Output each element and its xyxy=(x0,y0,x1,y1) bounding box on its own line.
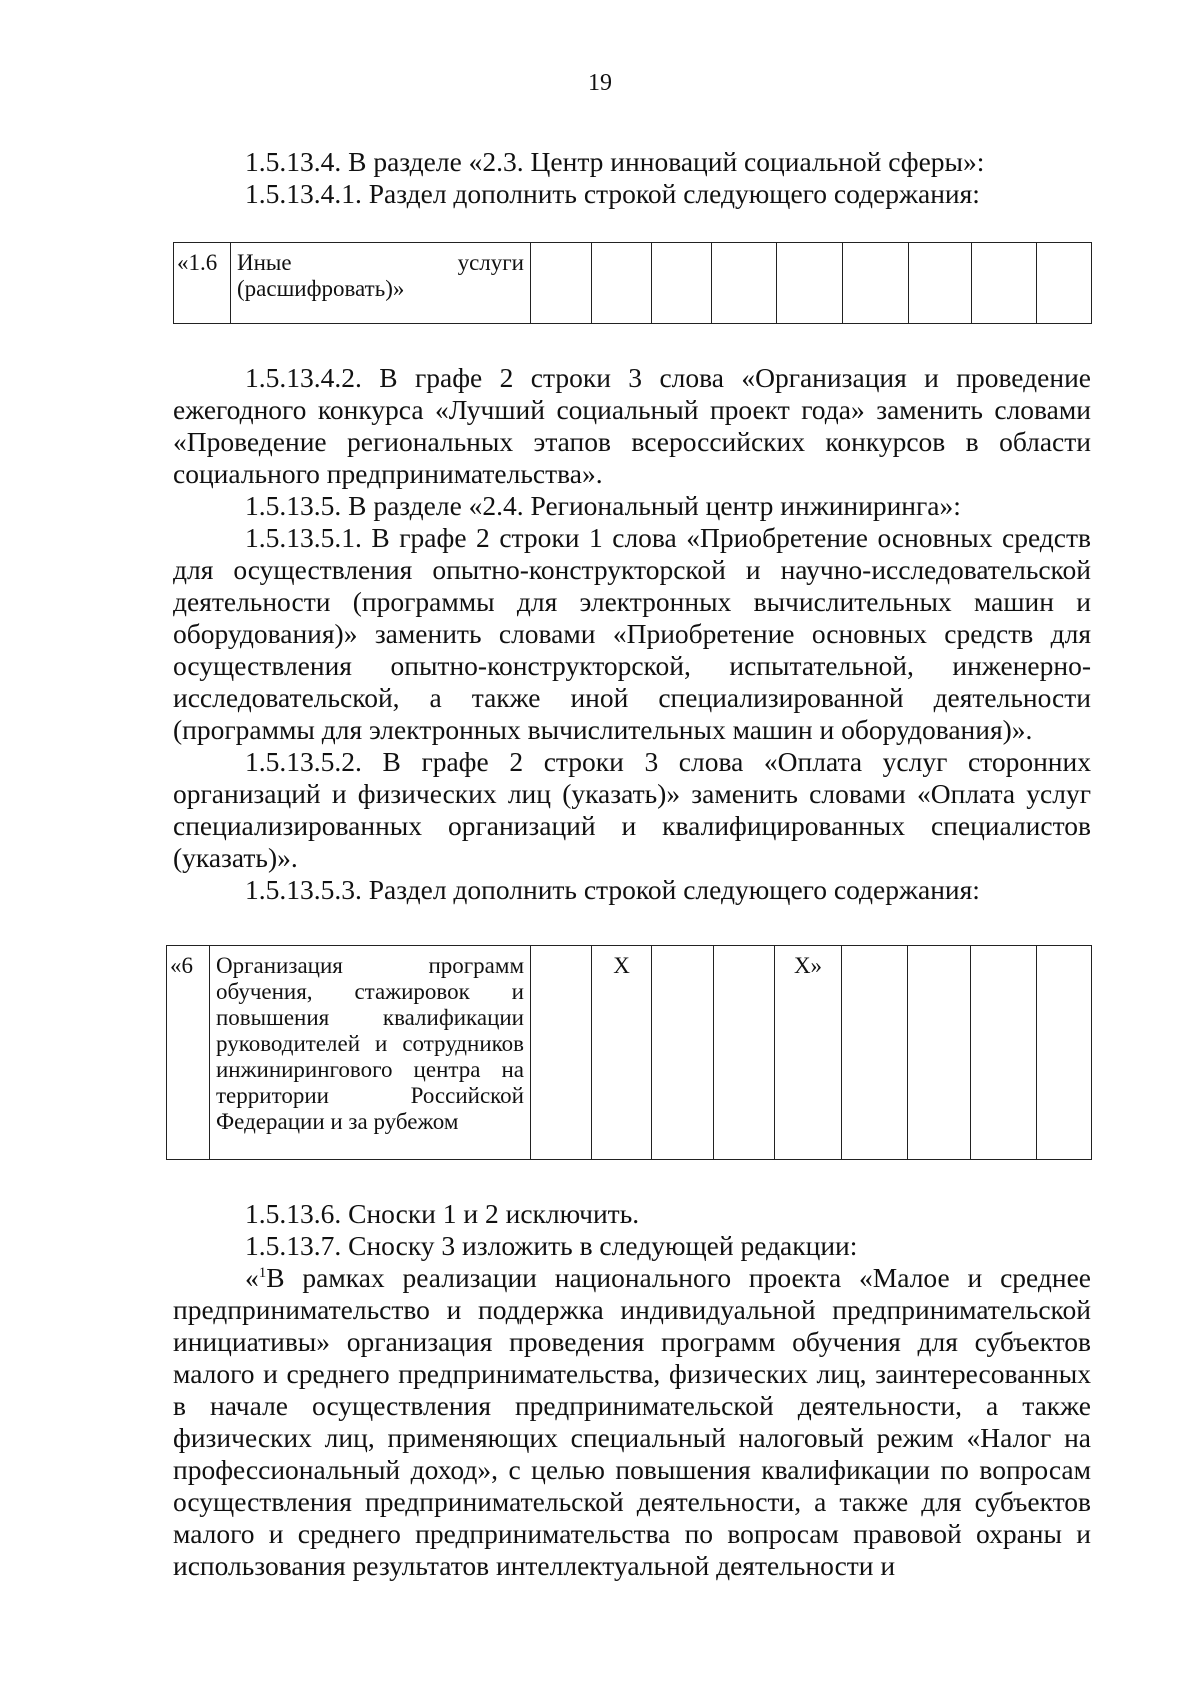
row-name-cell: Иные услуги (расшифровать)» xyxy=(231,243,531,324)
table-cell: Х» xyxy=(775,946,842,1160)
table-cell xyxy=(531,946,592,1160)
paragraph-1-5-13-4-1: 1.5.13.4.1. Раздел дополнить строкой следующего содержания: xyxy=(245,178,980,209)
table-cell xyxy=(909,243,972,324)
table-row xyxy=(167,946,1092,1160)
page-number: 19 xyxy=(588,70,612,96)
table-row xyxy=(174,243,1092,324)
table-cell xyxy=(712,243,777,324)
footnote-text xyxy=(173,1262,1091,1582)
paragraph-1-5-13-7: 1.5.13.7. Сноску 3 изложить в следующей редакции: xyxy=(245,1230,858,1261)
table-cell xyxy=(714,946,775,1160)
top-paragraphs xyxy=(173,146,1091,210)
paragraph-1-5-13-5: 1.5.13.5. В разделе «2.4. Региональный центр инжиниринга»: xyxy=(245,490,961,521)
row-number-cell: «1.6 xyxy=(174,243,231,324)
paragraph-1-5-13-5-3: 1.5.13.5.3. Раздел дополнить строкой следующего содержания: xyxy=(245,874,980,905)
table-cell xyxy=(592,243,652,324)
row-name-cell: Организация программ обучения, стажировок и повышения квалификации руководителей и сотрудников инжинирингового центра на территории Российской Федерации и за рубежом xyxy=(210,946,531,1160)
paragraph-1-5-13-5-2: 1.5.13.5.2. В графе 2 строки 3 слова «Оплата услуг сторонних организаций и физических лиц (указать)» заменить словами «Оплата услуг специализированных организаций и квалифицированных специалистов (указать)». xyxy=(173,746,1091,873)
table-cell xyxy=(908,946,971,1160)
bottom-paragraphs xyxy=(173,1198,1091,1582)
paragraph-1-5-13-4-2: 1.5.13.4.2. В графе 2 строки 3 слова «Организация и проведение ежегодного конкурса «Лучший социальный проект года» заменить словами «Проведение региональных этапов всероссийских конкурсов в области социального предпринимательства». xyxy=(173,362,1091,489)
footnote-open-quote: « xyxy=(245,1262,259,1293)
footnote-body: В рамках реализации национального проекта «Малое и среднее предпринимательство и поддержка индивидуальной предпринимательской инициативы» организация проведения программ обучения для субъектов малого и среднего предпринимательства, физических лиц, заинтересованных в начале осуществления предпринимательской деятельности, а также физических лиц, применяющих специальный налоговый режим «Налог на профессиональный доход», с целью повышения квалификации по вопросам осуществления предпринимательской деятельности, а также для субъектов малого и среднего предпринимательства по вопросам правовой охраны и использования результатов интеллектуальной деятельности и xyxy=(173,1262,1091,1581)
table-cell xyxy=(652,946,714,1160)
table-cell xyxy=(842,946,908,1160)
table-cell xyxy=(971,946,1037,1160)
table-cell xyxy=(972,243,1037,324)
table-cell xyxy=(1037,243,1092,324)
paragraph-1-5-13-4: 1.5.13.4. В разделе «2.3. Центр инноваций социальной сферы»: xyxy=(245,146,985,177)
table-cell xyxy=(777,243,843,324)
insert-table-2 xyxy=(166,945,1092,1160)
table-cell xyxy=(652,243,712,324)
table-cell xyxy=(1037,946,1092,1160)
footnote-marker: 1 xyxy=(258,1264,267,1281)
table-cell xyxy=(843,243,909,324)
table-cell xyxy=(531,243,592,324)
row-number-cell: «6 xyxy=(167,946,210,1160)
insert-table-1 xyxy=(173,242,1092,324)
middle-paragraphs xyxy=(173,362,1091,906)
paragraph-1-5-13-6: 1.5.13.6. Сноски 1 и 2 исключить. xyxy=(245,1198,640,1229)
table-cell: Х xyxy=(592,946,652,1160)
paragraph-1-5-13-5-1: 1.5.13.5.1. В графе 2 строки 1 слова «Приобретение основных средств для осуществления опытно-конструкторской и научно-исследовательской деятельности (программы для электронных вычислительных машин и оборудования)» заменить словами «Приобретение основных средств для осуществления опытно-конструкторской, испытательной, инженерно-исследовательской, а также иной специализированной деятельности (программы для электронных вычислительных машин и оборудования)». xyxy=(173,522,1091,745)
